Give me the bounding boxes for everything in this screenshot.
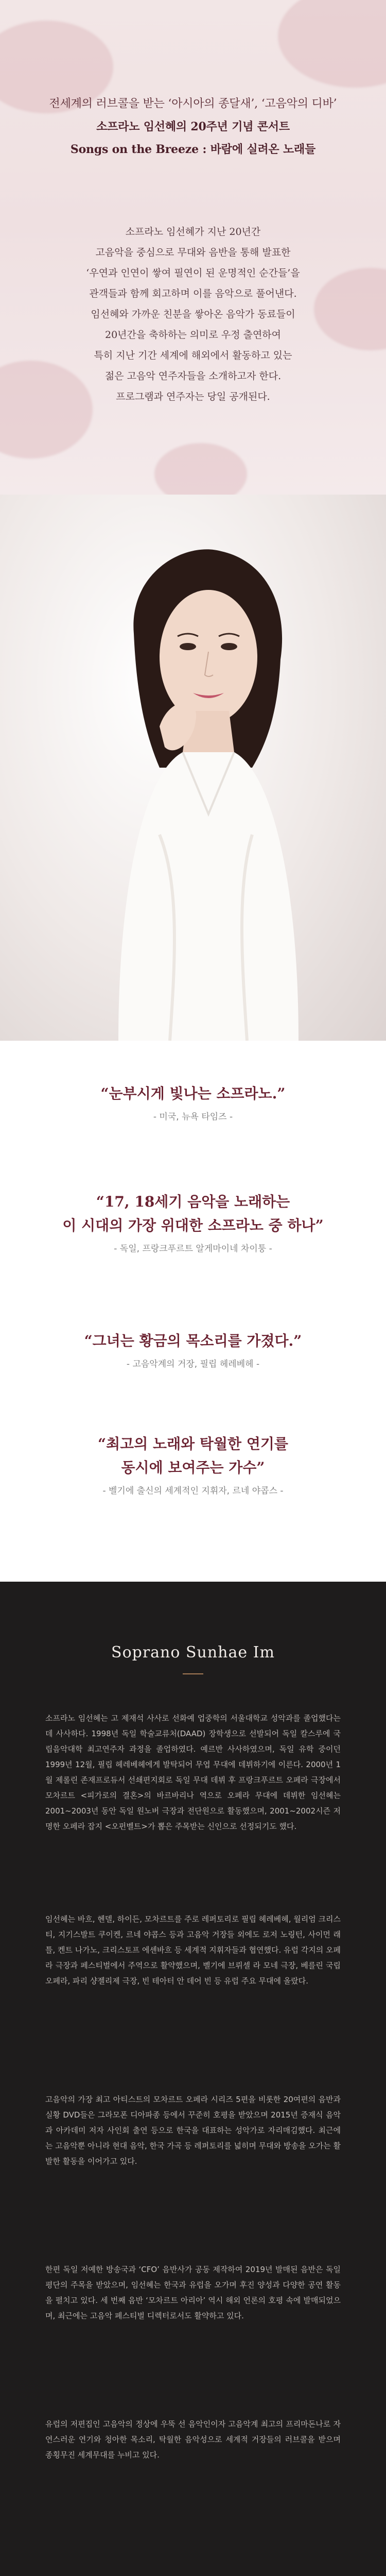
- quote-text: 이 시대의 가장 위대한 소프라노 중 하나”: [62, 1217, 324, 1234]
- press-quotes-section: [0, 1041, 386, 1582]
- headline-line: 전세계의 러브콜을 받는 ‘아시아의 종달새’, ‘고음악의 디바’: [49, 97, 337, 110]
- headline-line: Songs on the Breeze : 바람에 실려온 노래들: [70, 143, 316, 156]
- intro-section: [0, 0, 386, 495]
- description-line: 소프라노 임선혜가 지난 20년간: [125, 226, 261, 238]
- quote-source: - 고음악계의 거장, 필립 헤레베헤 -: [126, 1359, 260, 1369]
- portrait-section: [0, 495, 386, 1041]
- description-line: ‘우연과 인연이 쌓여 필연이 된 운명적인 순간들’을: [86, 267, 300, 279]
- description-line: 고음악을 중심으로 무대와 음반을 통해 발표한: [95, 247, 291, 258]
- title-divider: [183, 1673, 203, 1674]
- quote-source: - 독일, 프랑크푸르트 알게마이네 차이퉁 -: [114, 1244, 272, 1254]
- intro-headline: [0, 93, 386, 161]
- profile-paragraph: 유럽의 저편집인 고음악의 정상에 우뚝 선 음악인이자 고음악계 최고의 프리마돈나로 자연스러운 연기와 청아한 목소리, 탁월한 음악성으로 세계적 거장들의 러브콜을 받으며 종횡무진 세계무대를 누비고 있다.: [45, 2419, 341, 2460]
- quote-text: “그녀는 황금의 목소리를 가졌다.”: [84, 1332, 302, 1349]
- profile-paragraph: 임선혜는 바흐, 헨델, 하이든, 모차르트를 주로 레퍼토리로 필립 헤레베헤, 월리엄 크리스티, 지기스발트 쿠이켄, 르네 야콥스 등과 고음악 거장들 외에도 로저 노링턴, 사이먼 래틀, 켄트 나가노, 크리스토프 에셴바흐 등 세계적 지휘자들과 협연했다. 유럽 각지의 오페라 극장과 페스티벌에서 주역으로 활약했으며, 벨기에 브뤼셀 라 모네 극장, 베를린 국립 오페라, 파리 샹젤리제 극장, 빈 테아터 안 데어 빈 등 유럽 주요 무대에 올랐다.: [45, 1914, 341, 1986]
- description-line: 관객들과 함께 회고하며 이를 음악으로 풀어낸다.: [89, 288, 297, 299]
- description-line: 특히 지난 기간 세계에 해외에서 활동하고 있는: [94, 350, 292, 361]
- press-quote: [0, 1329, 386, 1372]
- headline-line: 소프라노 임선혜의 20주년 기념 콘서트: [96, 120, 290, 133]
- profile-paragraph: 소프라노 임선혜는 고 제재석 사사로 선화예 업중학의 서울대학교 성악과를 졸업했다는데 사사하다. 1998년 독일 학술교류처(DAAD) 장학생으로 선발되어 독일 칼스루에 국립음악대학 최고연주자 과정을 졸업하였다. 예르반 사사하였으며, 독일 유학 중이던 1999년 12월, 필립 헤레베헤에게 발탁되어 무엽 무대에 데뷔하기에 이른다. 2000년 1월 제롤린 존재프로듀서 선쇄편지회로 독일 무대 데뷔 후 프랑크푸르트 오페라 극장에서 모차르트 <피가로의 결혼>의 바르바리나 역으로 오페라 무대에 데뷔한 임선혜는 2001~2003년 동안 독일 원노버 극장과 전단원으로 활동했으며, 2001~2002시즌 저명한 오페라 잡지 <오펀벨트>가 뽑은 주목받는 신인으로 선정되기도 했다.: [45, 1714, 341, 1831]
- profile-paragraph: 고음악의 가장 최고 아티스트의 모차르트 오페라 시리즈 5편을 비롯한 20여편의 음반과 실황 DVD들은 그라모폰 디아파종 등에서 꾸준히 호평을 받았으며 2015년 증재식 음악과 아카데미 저자 사인회 출연 등으로 한국을 대표하는 성악가로 자리매김했다. 최근에는 고음악뿐 아니라 현대 음악, 한국 가곡 등 레퍼토리를 넓히며 무대와 방송을 오가는 활발한 활동을 이어가고 있다.: [45, 2095, 341, 2166]
- quote-text: 동시에 보여주는 가수”: [121, 1459, 265, 1476]
- quote-text: “17, 18세기 음악을 노래하는: [96, 1193, 290, 1210]
- profile-section: [0, 1582, 386, 2576]
- quote-source: - 미국, 뉴욕 타임즈 -: [153, 1112, 233, 1122]
- intro-description: [0, 222, 386, 407]
- quote-source: - 벨기에 출신의 세계적인 지휘자, 르네 야콥스 -: [102, 1486, 284, 1496]
- description-line: 젊은 고음악 연주자들을 소개하고자 한다.: [104, 370, 282, 382]
- profile-paragraph: 한편 독일 저예한 방송국과 ‘CFO’ 음반사가 공동 제작하여 2019년 발매된 음반은 독일 평단의 주목을 받았으며, 임선혜는 한국과 유럽을 오가며 후진 양성과 다양한 공연 활동을 펼치고 있다. 세 번째 음반 ‘모차르트 아리아’ 역시 해외 언론의 호평 속에 발매되었으며, 최근에는 고음악 페스티벌 디렉터로서도 활약하고 있다.: [45, 2265, 341, 2320]
- singer-portrait-image: [98, 526, 314, 1041]
- quote-text: “최고의 노래와 탁월한 연기를: [98, 1435, 288, 1452]
- description-line: 임선혜와 가까운 친분을 쌓아온 음악가 동료들이: [91, 309, 295, 320]
- press-quote: [0, 1082, 386, 1125]
- profile-title: Soprano Sunhae Im: [111, 1643, 275, 1662]
- description-line: 20년간을 축하하는 의미로 우정 출연하여: [105, 329, 281, 341]
- description-line: 프로그램과 연주자는 당일 공개된다.: [116, 391, 270, 402]
- press-quote: [0, 1190, 386, 1257]
- quote-text: “눈부시게 빛나는 소프라노.”: [100, 1085, 286, 1102]
- press-quote: [0, 1432, 386, 1499]
